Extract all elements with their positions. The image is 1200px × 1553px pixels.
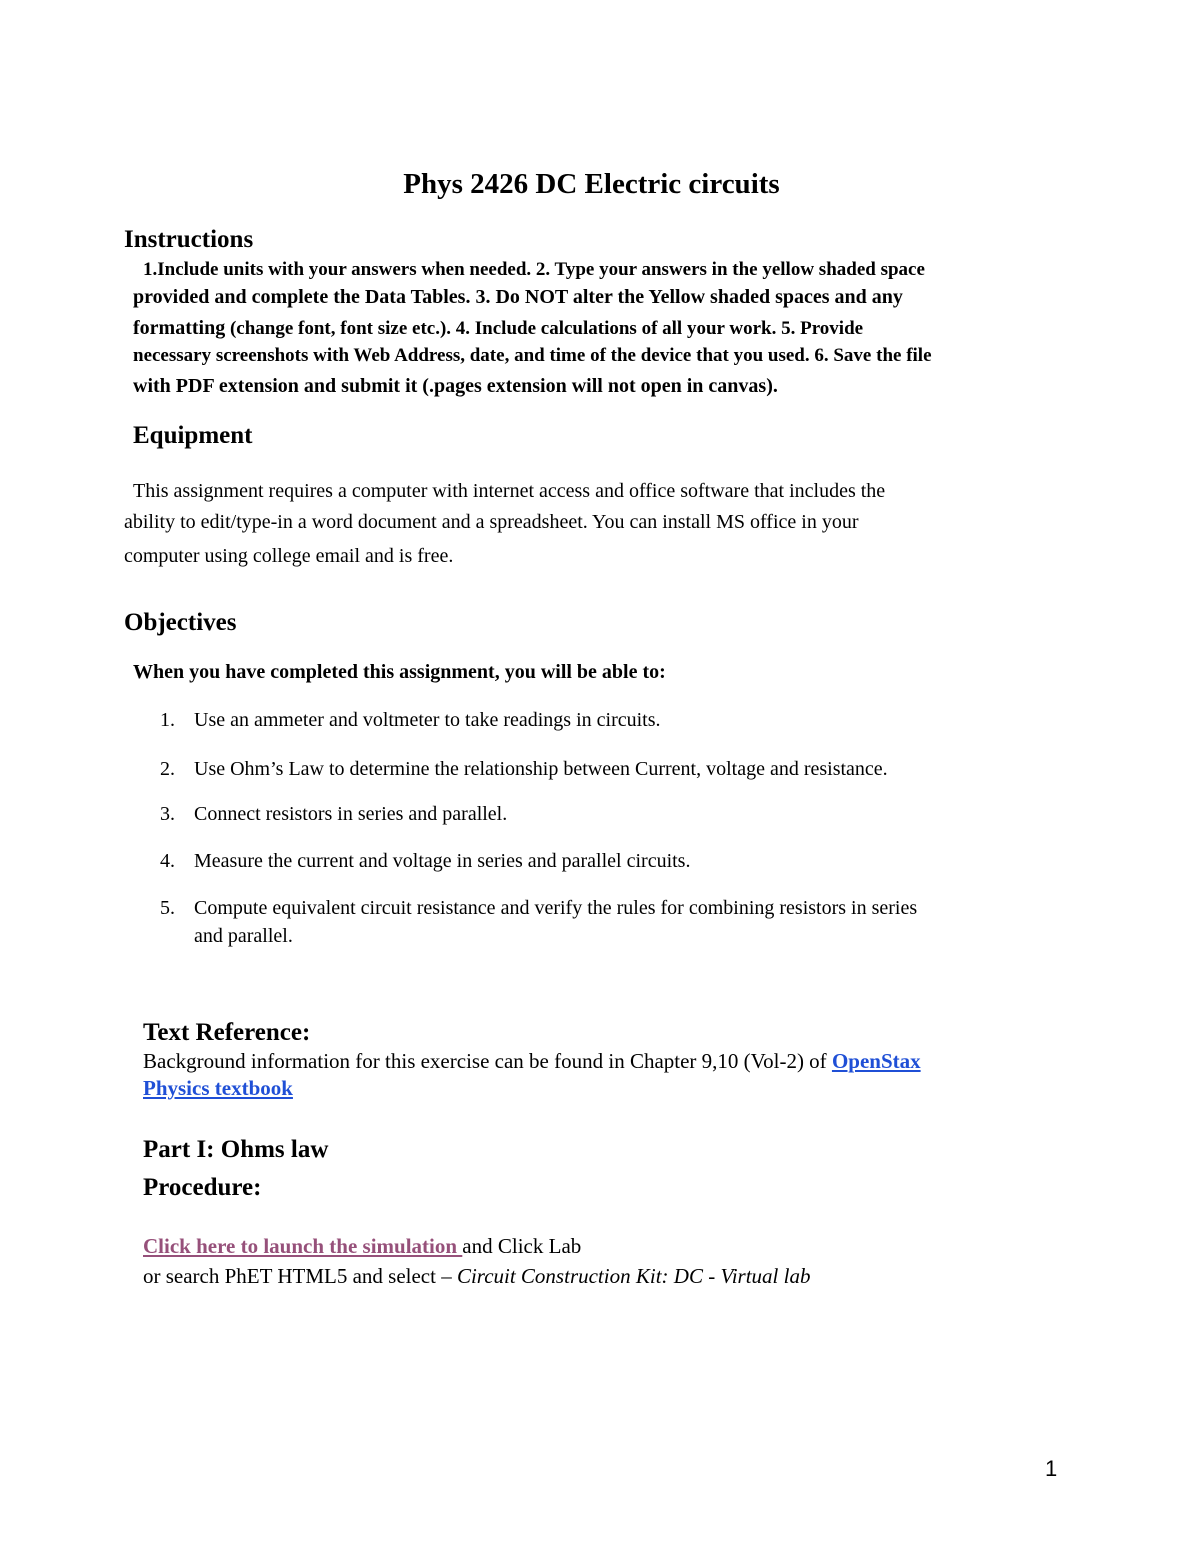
- instructions-line-3-rest: (change font, font size etc.). 4. Include calculations of all your work. 5. Provide: [225, 318, 864, 339]
- list-item: [160, 709, 661, 732]
- objectives-heading: Objectives: [124, 609, 237, 636]
- instructions-line-1: 1.Include units with your answers when needed. 2. Type your answers in the yellow shaded space: [143, 259, 925, 280]
- procedure-line-1-rest: and Click Lab: [462, 1234, 582, 1258]
- instructions-line-4: necessary screenshots with Web Address, date, and time of the device that you used. 6. Save the file: [133, 345, 932, 366]
- page-title: Phys 2426 DC Electric circuits: [403, 168, 780, 200]
- list-item-number: 2.: [160, 758, 175, 780]
- formatting-word: formatting: [133, 317, 226, 339]
- list-item-number: 5.: [160, 897, 175, 919]
- text-reference-text: Background information for this exercise can be found in Chapter 9,10 (Vol-2) of: [143, 1049, 832, 1073]
- instructions-line-5: with PDF extension and submit it (.pages extension will not open in canvas).: [133, 375, 778, 397]
- equipment-line-1: This assignment requires a computer with internet access and office software that includes the: [133, 480, 886, 502]
- list-item: [160, 897, 917, 920]
- equipment-line-2: ability to edit/type-in a word document and a spreadsheet. You can install MS office in your: [124, 511, 859, 533]
- openstax-link[interactable]: OpenStax: [831, 1049, 921, 1073]
- openstax-link-continued[interactable]: Physics textbook: [143, 1076, 293, 1100]
- instructions-line-3: [133, 317, 863, 340]
- equipment-heading: Equipment: [133, 422, 253, 449]
- list-item-continuation: and parallel.: [194, 925, 293, 947]
- list-item: [160, 850, 690, 873]
- list-item-text: Measure the current and voltage in series and parallel circuits.: [194, 850, 691, 872]
- list-item-text: Connect resistors in series and parallel.: [194, 803, 508, 825]
- launch-simulation-link[interactable]: Click here to launch the simulation: [143, 1234, 463, 1258]
- page-number: 1: [1045, 1456, 1058, 1481]
- list-item-number: 4.: [160, 850, 175, 872]
- instructions-line-2: provided and complete the Data Tables. 3. Do NOT alter the Yellow shaded spaces and any: [133, 286, 903, 308]
- text-reference-heading: Text Reference:: [143, 1019, 311, 1046]
- simulation-name: Circuit Construction Kit: DC - Virtual lab: [456, 1264, 811, 1288]
- instructions-heading: Instructions: [124, 226, 254, 253]
- procedure-line-1: [143, 1234, 581, 1259]
- equipment-line-3: computer using college email and is free.: [124, 545, 454, 567]
- procedure-line-2: [143, 1264, 810, 1289]
- text-reference-line-2: [143, 1076, 293, 1101]
- procedure-line-2-prefix: or search PhET HTML5 and select –: [143, 1264, 457, 1288]
- list-item-text: Use Ohm’s Law to determine the relationship between Current, voltage and resistance.: [194, 758, 888, 780]
- procedure-heading: Procedure:: [143, 1174, 262, 1201]
- part1-heading: Part I: Ohms law: [143, 1136, 329, 1163]
- list-item: [160, 803, 507, 826]
- list-item-text: Compute equivalent circuit resistance and verify the rules for combining resistors in series: [194, 897, 918, 919]
- list-item-text: Use an ammeter and voltmeter to take readings in circuits.: [194, 709, 661, 731]
- list-item-number: 1.: [160, 709, 175, 731]
- objectives-intro: When you have completed this assignment, you will be able to:: [133, 661, 666, 683]
- list-item-number: 3.: [160, 803, 175, 825]
- text-reference-line-1: [143, 1049, 921, 1074]
- list-item: [160, 758, 888, 781]
